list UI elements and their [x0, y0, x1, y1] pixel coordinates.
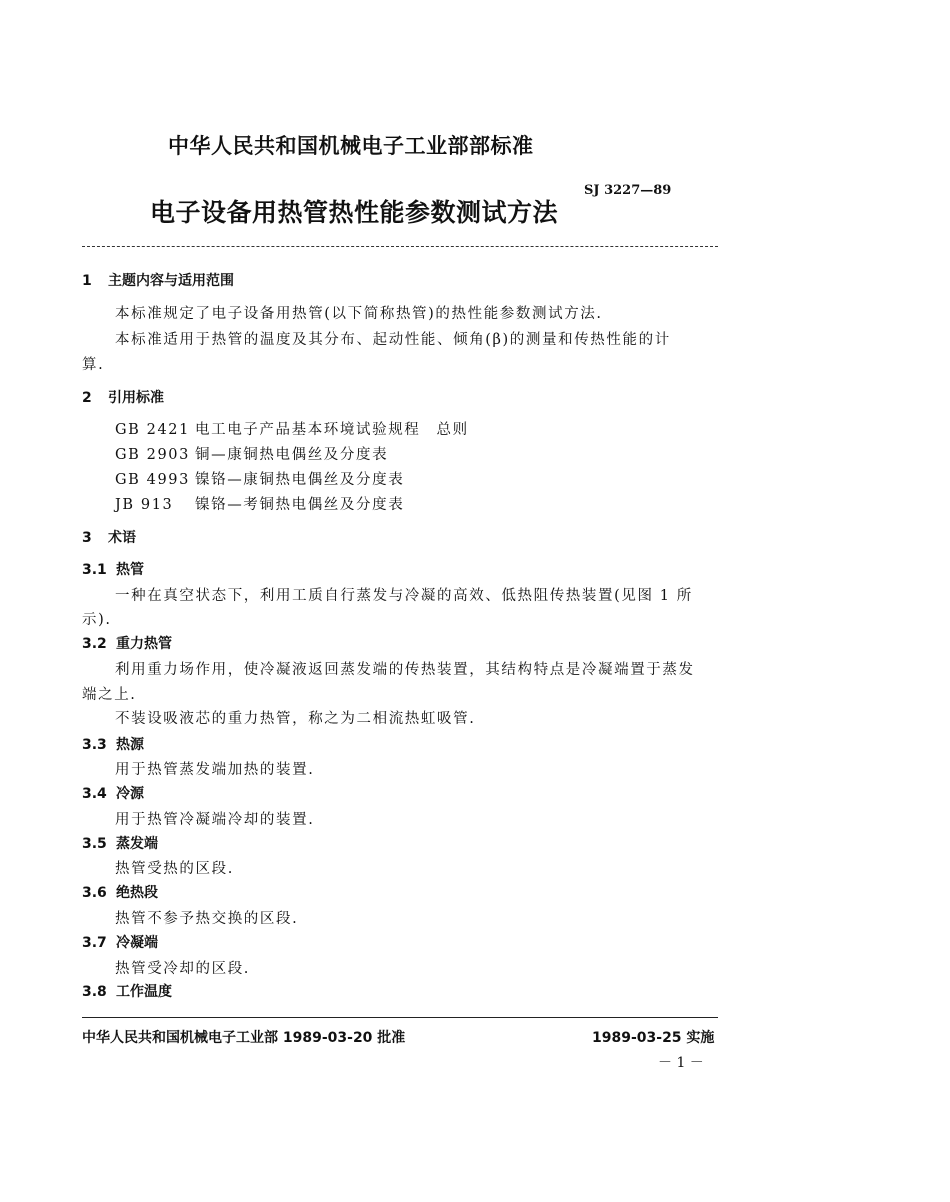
term-definition: 利用重力场作用，使冷凝液返回蒸发端的传热装置，其结构特点是冷凝端置于蒸发	[115, 662, 695, 678]
term-definition: 热管受热的区段.	[115, 861, 234, 877]
term-definition-cont: 端之上.	[82, 687, 137, 703]
term-definition: 热管受冷却的区段.	[115, 961, 251, 977]
section-1-paragraph-1: 本标准规定了电子设备用热管(以下简称热管)的热性能参数测试方法.	[115, 306, 603, 322]
section-2-heading: 2 引用标准	[82, 390, 164, 406]
section-1-heading: 1 主题内容与适用范围	[82, 273, 234, 289]
section-3-heading: 3 术语	[82, 530, 136, 546]
title-divider	[82, 246, 718, 247]
reference-item: GB 2421 电工电子产品基本环境试验规程 总则	[115, 422, 469, 438]
term-definition: 用于热管冷凝端冷却的装置.	[115, 812, 315, 828]
ministry-standard-header: 中华人民共和国机械电子工业部部标准	[168, 134, 534, 158]
effective-date: 1989-03-25 实施	[592, 1030, 715, 1046]
term-heading: 3.1 热管	[82, 562, 144, 578]
term-definition-cont: 示).	[82, 612, 112, 628]
term-definition: 不装设吸液芯的重力热管，称之为二相流热虹吸管.	[115, 711, 476, 727]
term-heading: 3.7 冷凝端	[82, 935, 158, 951]
approval-date: 中华人民共和国机械电子工业部 1989-03-20 批准	[82, 1030, 406, 1046]
term-heading: 3.8 工作温度	[82, 984, 172, 1000]
term-heading: 3.4 冷源	[82, 786, 144, 802]
term-definition: 一种在真空状态下，利用工质自行蒸发与冷凝的高效、低热阻传热装置(见图 1 所	[115, 588, 693, 604]
term-heading: 3.5 蒸发端	[82, 836, 158, 852]
section-1-paragraph-2-cont: 算.	[82, 357, 105, 373]
document-title: 电子设备用热管热性能参数测试方法	[150, 198, 559, 227]
reference-item: JB 913 镍铬—考铜热电偶丝及分度表	[115, 497, 405, 513]
term-heading: 3.2 重力热管	[82, 636, 172, 652]
term-definition: 用于热管蒸发端加热的装置.	[115, 762, 315, 778]
term-heading: 3.3 热源	[82, 737, 144, 753]
reference-item: GB 2903 铜—康铜热电偶丝及分度表	[115, 447, 389, 463]
standard-code: SJ 3227—89	[584, 183, 672, 198]
footer-divider	[82, 1017, 718, 1018]
page-number: － 1 －	[658, 1055, 704, 1071]
term-heading: 3.6 绝热段	[82, 885, 158, 901]
term-definition: 热管不参予热交换的区段.	[115, 911, 299, 927]
reference-item: GB 4993 镍铬—康铜热电偶丝及分度表	[115, 472, 405, 488]
section-1-paragraph-2: 本标准适用于热管的温度及其分布、起动性能、倾角(β)的测量和传热性能的计	[115, 332, 671, 348]
